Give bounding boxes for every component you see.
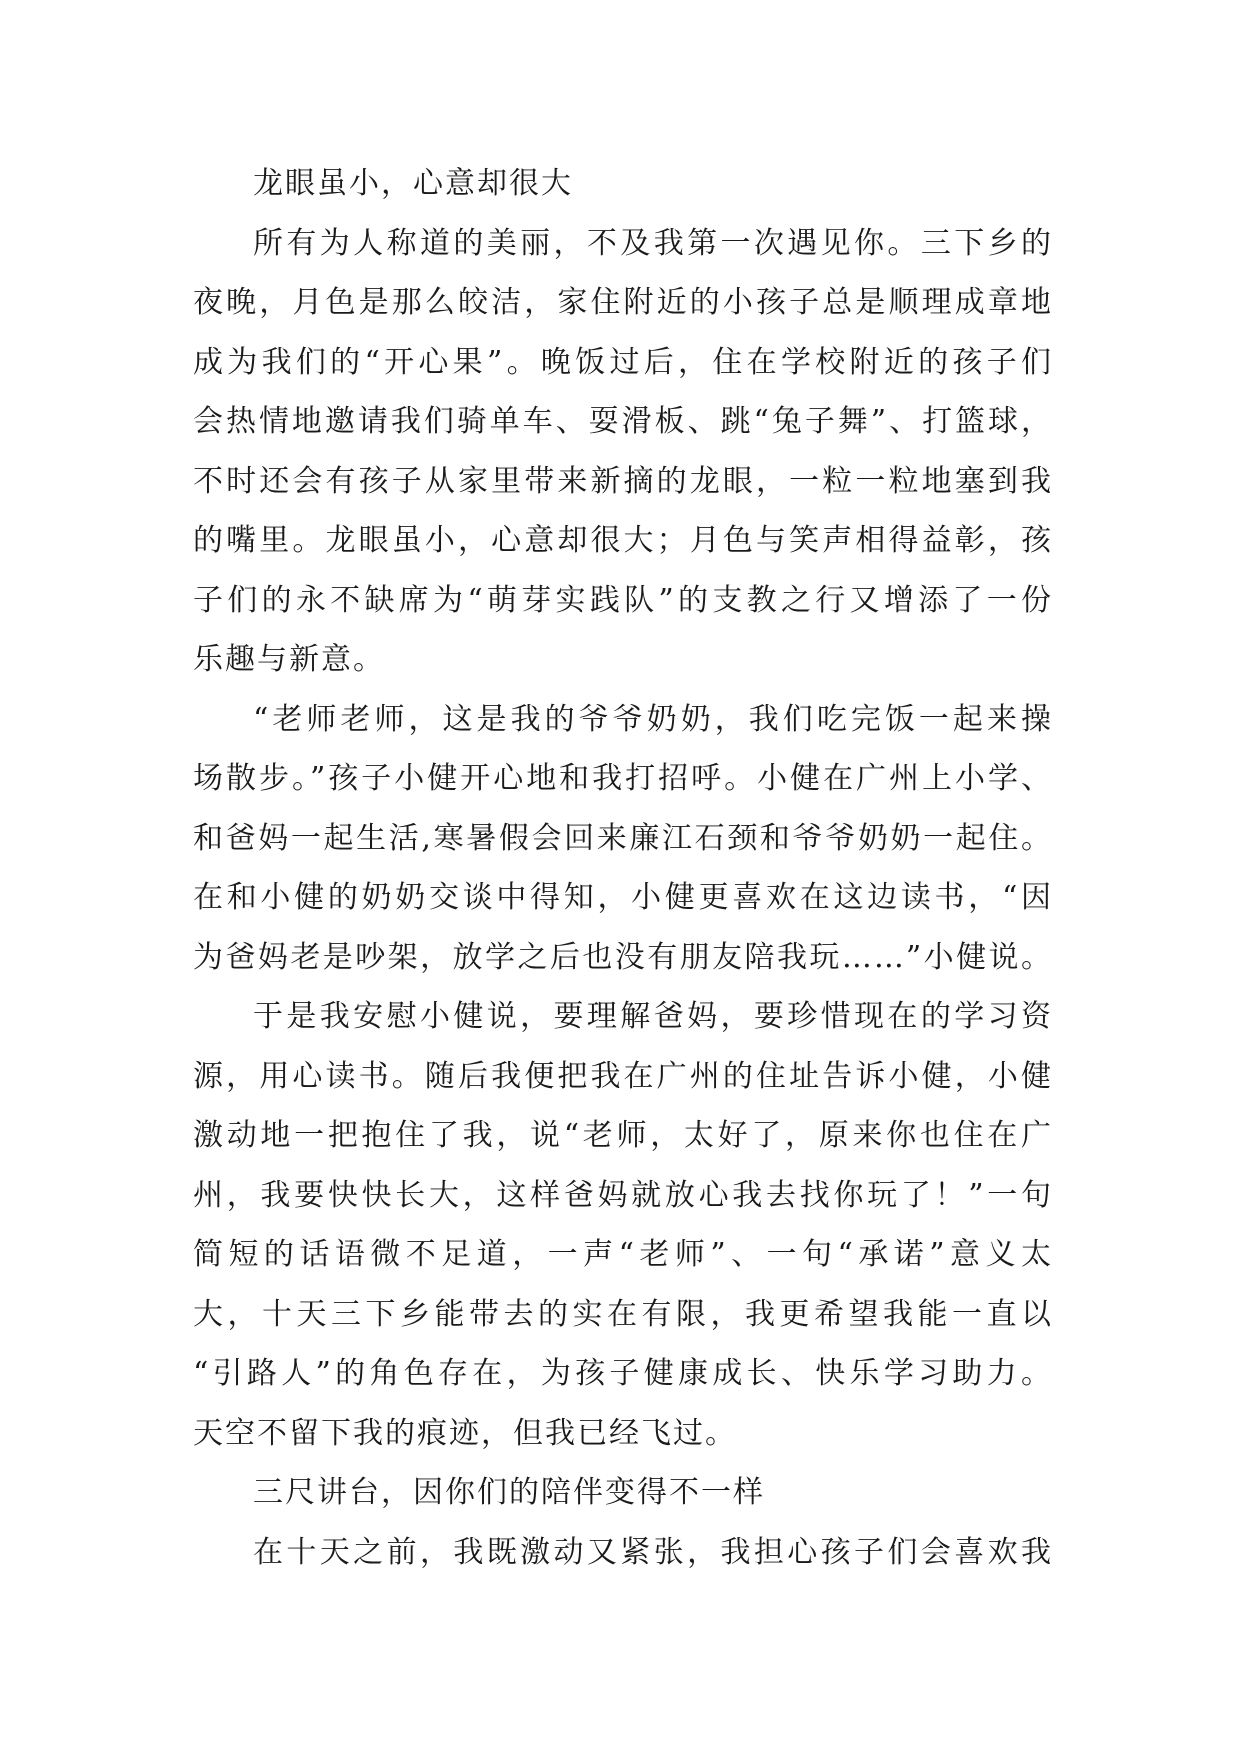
paragraph-line: 所有为人称道的美丽，不及我第一次遇见你。三下乡的 [253, 225, 1053, 261]
paragraph-line: 夜晚，月色是那么皎洁，家住附近的小孩子总是顺理成章地 [193, 285, 1053, 320]
paragraph-line: 会热情地邀请我们骑单车、耍滑板、跳“兔子舞”、打篮球， [193, 404, 1053, 439]
paragraph-line: 源，用心读书。随后我便把我在广州的住址告诉小健，小健 [193, 1058, 1053, 1094]
paragraph-line: “老师老师，这是我的爷爷奶奶，我们吃完饭一起来操 [253, 701, 1053, 737]
paragraph-line: 在十天之前，我既激动又紧张，我担心孩子们会喜欢我 [253, 1534, 1053, 1570]
section-heading-longan: 龙眼虽小，心意却很大 [253, 166, 573, 201]
paragraph-line: 的嘴里。龙眼虽小，心意却很大；月色与笑声相得益彰，孩 [193, 523, 1053, 558]
paragraph-line: 大，十天三下乡能带去的实在有限，我更希望我能一直以 [193, 1296, 1053, 1332]
paragraph-line: 子们的永不缺席为“萌芽实践队”的支教之行又增添了一份 [193, 582, 1053, 618]
paragraph-line: 和爸妈一起生活,寒暑假会回来廉江石颈和爷爷奶奶一起住。 [193, 820, 1053, 856]
paragraph-line: “引路人”的角色存在，为孩子健康成长、快乐学习助力。 [193, 1356, 1053, 1391]
section-heading-podium: 三尺讲台，因你们的陪伴变得不一样 [253, 1475, 765, 1510]
paragraph-line: 天空不留下我的痕迹，但我已经飞过。 [193, 1415, 737, 1451]
paragraph-line: 成为我们的“开心果”。晚饭过后，住在学校附近的孩子们 [193, 344, 1053, 380]
paragraph-line: 为爸妈老是吵架，放学之后也没有朋友陪我玩……”小健说。 [193, 939, 1053, 975]
paragraph-line: 州，我要快快长大，这样爸妈就放心我去找你玩了！”一句 [193, 1177, 1053, 1213]
paragraph-line: 在和小健的奶奶交谈中得知，小健更喜欢在这边读书，“因 [193, 880, 1053, 915]
paragraph-line: 不时还会有孩子从家里带来新摘的龙眼，一粒一粒地塞到我 [193, 463, 1053, 499]
paragraph-line: 激动地一把抱住了我，说“老师，太好了，原来你也住在广 [193, 1118, 1053, 1153]
paragraph-line: 简短的话语微不足道，一声“老师”、一句“承诺”意义太 [193, 1237, 1053, 1272]
paragraph-line: 场散步。”孩子小健开心地和我打招呼。小健在广州上小学、 [193, 761, 1053, 796]
paragraph-line: 乐趣与新意。 [193, 642, 385, 677]
paragraph-line: 于是我安慰小健说，要理解爸妈，要珍惜现在的学习资 [253, 999, 1053, 1034]
document-body [193, 154, 1053, 1582]
